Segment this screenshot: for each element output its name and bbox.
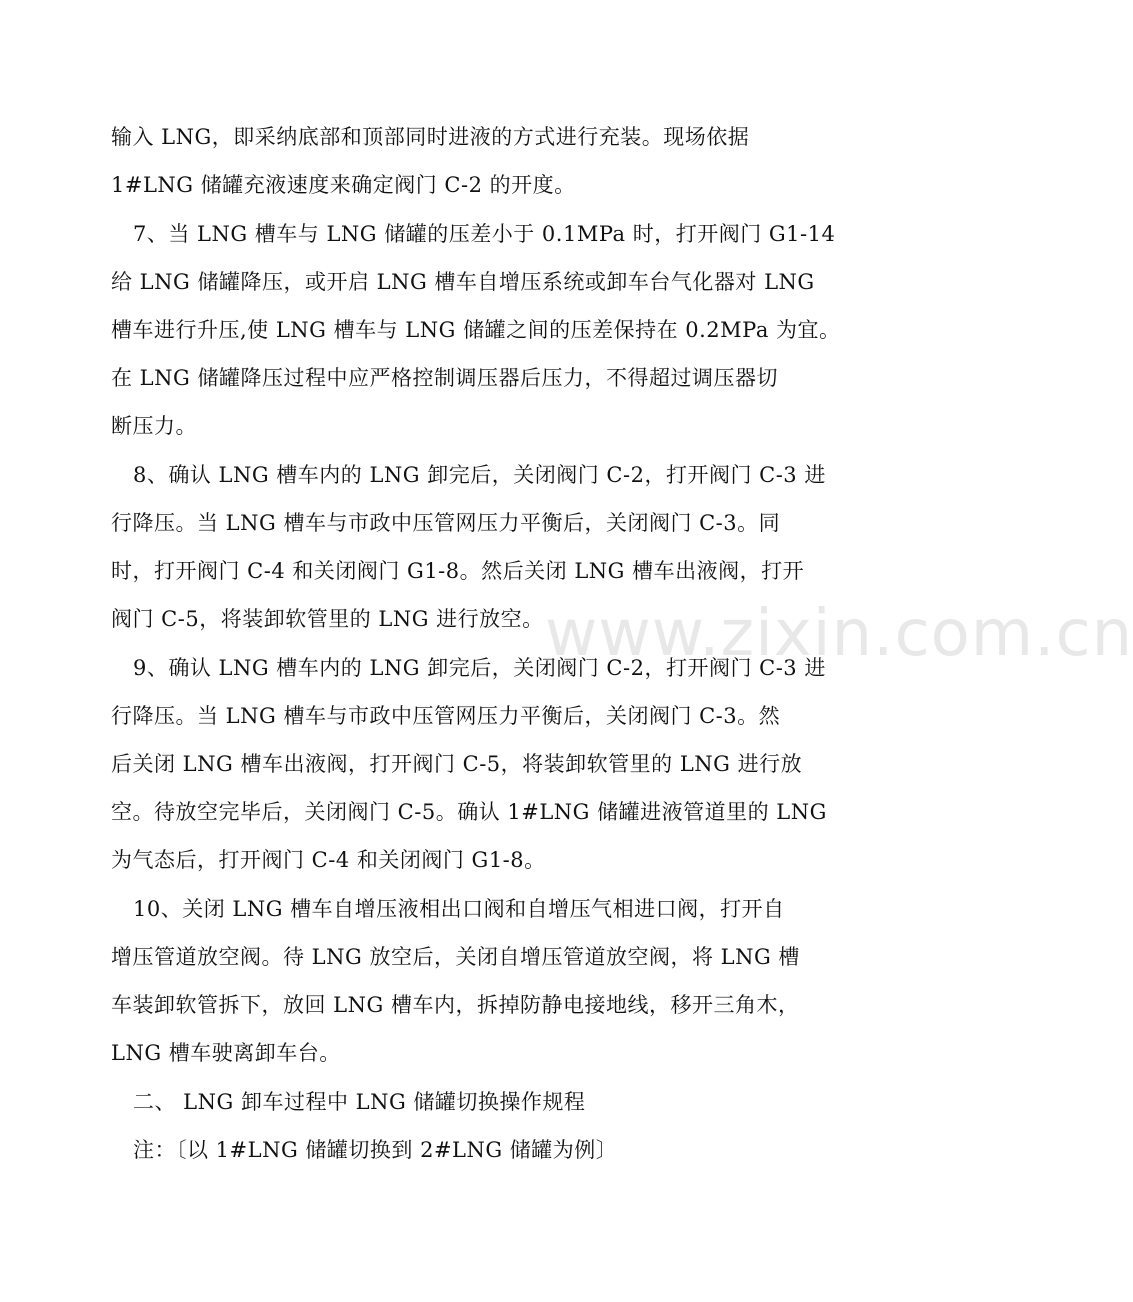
text-line: 为气态后，打开阀门 C-4 和关闭阀门 G1-8。 bbox=[111, 848, 546, 872]
text-line: 输入 LNG，即采纳底部和顶部同时进液的方式进行充装。现场依据 bbox=[111, 125, 750, 149]
text-line: 行降压。当 LNG 槽车与市政中压管网压力平衡后，关闭阀门 C-3。然 bbox=[111, 704, 781, 728]
text-line: 断压力。 bbox=[111, 414, 197, 438]
text-line: 7、当 LNG 槽车与 LNG 储罐的压差小于 0.1MPa 时，打开阀门 G1-14 bbox=[133, 222, 836, 246]
note-line: 注：〔以 1#LNG 储罐切换到 2#LNG 储罐为例〕 bbox=[133, 1138, 618, 1162]
text-line: 空。待放空完毕后，关闭阀门 C-5。确认 1#LNG 储罐进液管道里的 LNG bbox=[111, 800, 827, 824]
text-line: LNG 槽车驶离卸车台。 bbox=[111, 1041, 341, 1065]
text-line: 给 LNG 储罐降压，或开启 LNG 槽车自增压系统或卸车台气化器对 LNG bbox=[111, 270, 815, 294]
text-line: 9、确认 LNG 槽车内的 LNG 卸完后，关闭阀门 C-2，打开阀门 C-3 进 bbox=[133, 656, 826, 680]
text-line: 阀门 C-5，将装卸软管里的 LNG 进行放空。 bbox=[111, 607, 544, 631]
watermark: www.zixin.com.cn bbox=[545, 597, 1133, 671]
text-line: 增压管道放空阀。待 LNG 放空后，关闭自增压管道放空阀，将 LNG 槽 bbox=[111, 945, 800, 969]
text-line: 10、关闭 LNG 槽车自增压液相出口阀和自增压气相进口阀，打开自 bbox=[133, 897, 785, 921]
text-line: 在 LNG 储罐降压过程中应严格控制调压器后压力，不得超过调压器切 bbox=[111, 366, 778, 390]
text-line: 行降压。当 LNG 槽车与市政中压管网压力平衡后，关闭阀门 C-3。同 bbox=[111, 511, 781, 535]
text-line: 8、确认 LNG 槽车内的 LNG 卸完后，关闭阀门 C-2，打开阀门 C-3 进 bbox=[133, 463, 826, 487]
text-line: 1#LNG 储罐充液速度来确定阀门 C-2 的开度。 bbox=[111, 173, 576, 197]
section-heading: 二、 LNG 卸车过程中 LNG 储罐切换操作规程 bbox=[133, 1090, 586, 1114]
text-line: 槽车进行升压,使 LNG 槽车与 LNG 储罐之间的压差保持在 0.2MPa 为宜。 bbox=[111, 318, 841, 342]
text-line: 后关闭 LNG 槽车出液阀，打开阀门 C-5，将装卸软管里的 LNG 进行放 bbox=[111, 752, 803, 776]
text-line: 时，打开阀门 C-4 和关闭阀门 G1-8。然后关闭 LNG 槽车出液阀，打开 bbox=[111, 559, 805, 583]
text-line: 车装卸软管拆下，放回 LNG 槽车内，拆掉防静电接地线，移开三角木， bbox=[111, 993, 800, 1017]
